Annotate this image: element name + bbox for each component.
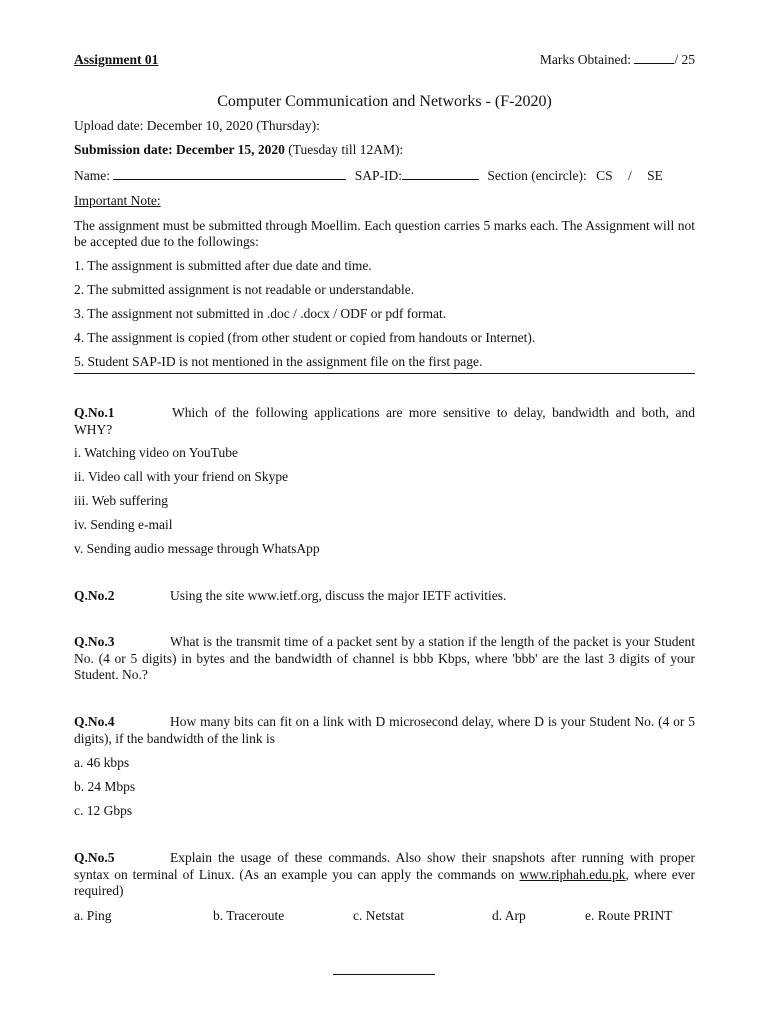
note-list <box>74 258 695 373</box>
marks-total: / 25 <box>674 52 695 67</box>
section-se: SE <box>647 167 663 183</box>
submission-date-rest: (Tuesday till 12AM): <box>284 141 404 157</box>
upload-date: Upload date: December 10, 2020 (Thursday): <box>74 118 320 133</box>
note-item: 3. The assignment not submitted in .doc / .docx / ODF or pdf format. <box>74 306 447 321</box>
section-cs: CS <box>596 167 613 183</box>
marks-obtained <box>540 52 695 69</box>
question-number: Q.No.1 <box>74 404 115 420</box>
course-title: Computer Communication and Networks - (F-2020) <box>217 93 552 110</box>
name-label: Name: <box>74 167 110 183</box>
question-text: How many bits can fit on a link with D microsecond delay, where D is your Student No. (4 or 5 digits), if the bandwidth of the link is <box>74 714 695 747</box>
question-text: Which of the following applications are more sensitive to delay, bandwidth and both, and WHY? <box>74 404 695 437</box>
command-item: c. Netstat <box>353 908 404 924</box>
question-number: Q.No.5 <box>74 849 115 865</box>
question-4 <box>74 714 695 819</box>
riphah-link[interactable]: www.riphah.edu.pk <box>519 866 626 882</box>
assignment-label: Assignment 01 <box>74 52 159 67</box>
note-item: 5. Student SAP-ID is not mentioned in the assignment file on the first page. <box>74 354 695 374</box>
assignment-page <box>74 52 695 925</box>
note-intro: The assignment must be submitted through Moellim. Each question carries 5 marks each. The Assignment will not be accepted due to the followings: <box>74 217 695 250</box>
command-item: e. Route PRINT <box>585 908 673 924</box>
command-item: a. Ping <box>74 908 112 924</box>
question-text: What is the transmit time of a packet sent by a station if the length of the packet is your Student No. (4 or 5 digits) in bytes and the bandwidth of channel is bbb Kbps, where 'bbb' are the last 3 digits of your Student. No.? <box>74 633 695 683</box>
question-5 <box>74 850 695 926</box>
sapid-blank <box>402 168 479 180</box>
note-item: 4. The assignment is copied (from other student or copied from handouts or Internet). <box>74 329 536 345</box>
question-text: Using the site www.ietf.org, discuss the major IETF activities. <box>170 587 507 603</box>
section-separator: / <box>627 167 632 183</box>
important-note-heading: Important Note: <box>74 192 161 208</box>
option: iv. Sending e-mail <box>74 517 173 532</box>
section-label: Section (encircle): <box>487 167 587 183</box>
student-info-row <box>74 168 695 185</box>
command-list <box>74 908 695 925</box>
option: b. 24 Mbps <box>74 778 136 794</box>
question-number: Q.No.3 <box>74 633 115 649</box>
question-text: Explain the usage of these commands. Also show their snapshots after running with proper syntax on terminal of Linux. (As an example you can apply the commands on <box>74 849 695 882</box>
option: v. Sending audio message through WhatsApp <box>74 540 320 556</box>
name-blank <box>113 168 346 180</box>
submission-date-label: Submission date: December 15, 2020 <box>74 141 285 157</box>
question-1 <box>74 405 695 558</box>
option: a. 46 kbps <box>74 755 130 770</box>
note-item: 2. The submitted assignment is not readable or understandable. <box>74 282 415 298</box>
command-item: d. Arp <box>492 908 526 924</box>
footer-rule <box>333 974 435 975</box>
header-row <box>74 52 695 72</box>
note-item: 1. The assignment is submitted after due date and time. <box>74 258 372 274</box>
option: c. 12 Gbps <box>74 802 133 818</box>
submission-date <box>74 142 695 159</box>
question-2 <box>74 588 695 605</box>
question-number: Q.No.2 <box>74 587 115 603</box>
sapid-label: SAP-ID: <box>354 167 403 183</box>
question-number: Q.No.4 <box>74 714 115 730</box>
question-text-end: , where ever required) <box>74 866 695 899</box>
option: ii. Video call with your friend on Skype <box>74 469 289 485</box>
marks-blank <box>634 52 674 64</box>
option: iii. Web suffering <box>74 493 169 509</box>
question-3 <box>74 634 695 685</box>
option: i. Watching video on YouTube <box>74 445 238 461</box>
command-item: b. Traceroute <box>213 908 285 924</box>
marks-label: Marks Obtained: <box>539 52 631 67</box>
